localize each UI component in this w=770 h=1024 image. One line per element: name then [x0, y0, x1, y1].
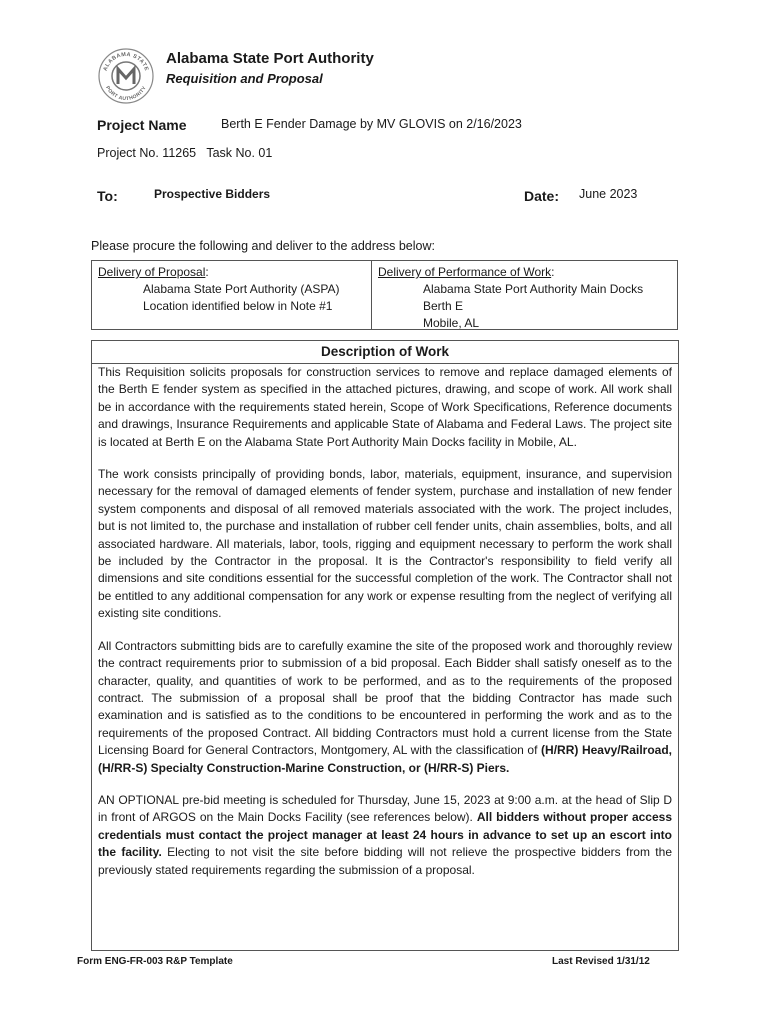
- delivery-of-proposal-line: Location identified below in Note #1: [143, 299, 333, 313]
- svg-text:PORT AUTHORITY: [104, 85, 148, 102]
- description-of-work-heading: Description of Work: [92, 341, 678, 364]
- work-paragraph-3-classification: (H/RR) Heavy/Railroad, (H/RR-S) Specialty Construction-Marine Construction, or (H/RR-S) Piers.: [98, 743, 672, 775]
- delivery-of-performance-line: Mobile, AL: [423, 316, 480, 330]
- delivery-table: [91, 260, 678, 330]
- work-paragraph-4-tail: Electing to not visit the site before bidding will not relieve the prospective bidders from the previously stated requirements regarding the submission of a proposal.: [98, 845, 672, 877]
- seal-bottom-text: PORT AUTHORITY: [104, 85, 148, 103]
- footer-form-id: Form ENG-FR-003 R&P Template: [77, 956, 233, 967]
- seal-top-text: ALABAMA STATE: [102, 51, 150, 72]
- description-of-work-body: [92, 364, 678, 879]
- delivery-of-performance-line: Alabama State Port Authority Main Docks: [423, 282, 644, 296]
- delivery-of-proposal-line: Alabama State Port Authority (ASPA): [143, 282, 340, 296]
- work-paragraph-1: This Requisition solicits proposals for construction services to remove and replace damaged elements of the Berth E fender system as specified in the attached pictures, drawing, and scope of work. All work shall be in accordance with the requirements stated herein, Scope of Work Specifications, Reference documents and drawings, Insurance Requirements and applicable State of Alabama and Federal Laws. The project site is located at Berth E on the Alabama State Port Authority Main Docks facility in Mobile, AL.: [98, 365, 672, 449]
- to-value: Prospective Bidders: [154, 187, 271, 201]
- delivery-of-performance-cell: Delivery of Performance of Work: Alabama State Port Authority Main Docks Berth E Mobile, AL: [372, 261, 677, 329]
- project-name-value: Berth E Fender Damage by MV GLOVIS on 2/16/2023: [221, 117, 522, 131]
- organization-name: Alabama State Port Authority: [166, 50, 374, 67]
- work-paragraph-3-text: All Contractors submitting bids are to carefully examine the site of the proposed work and thoroughly review the contract requirements prior to submission of a bid proposal. Each Bidder shall satisfy oneself as to the character, quality, and quantities of work to be performed, and as to the requirements of the proposed contract. The submission of a proposal shall be proof that the bidding Contractor has made such examination and is satisfied as to the conditions to be encountered in performing the work and as to the requirements of the proposed Contract. All bidding Contractors must hold a current license from the State Licensing Board for General Contractors, Montgomery, AL with the classification of: [98, 638, 672, 758]
- work-paragraph-3: [98, 638, 672, 777]
- port-authority-seal-icon: [97, 47, 155, 105]
- intro-text: Please procure the following and deliver to the address below:: [91, 239, 435, 253]
- date-value: June 2023: [579, 187, 638, 201]
- date-label: Date:: [524, 188, 560, 204]
- work-paragraph-4: [98, 792, 672, 879]
- delivery-of-performance-heading: Delivery of Performance of Work: [378, 265, 552, 279]
- work-paragraph-2: The work consists principally of providing bonds, labor, materials, equipment, insurance, and supervision necessary for the removal of damaged elements of fender system, purchase and installation of new fender system components and disposal of all removed materials associated with the work. The project includes, but is not limited to, the purchase and installation of rubber cell fender units, chain assemblies, bolts, and all associated hardware. All materials, labor, tools, rigging and equipment necessary to perform the work shall be included by the Contractor in the proposal. It is the Contractor's responsibility to field verify all dimensions and site conditions essential for the successful completion of the work. The Contractor shall not be entitled to any additional compensation for any work or expense resulting from the neglect of verifying all existing site conditions.: [98, 467, 672, 621]
- delivery-of-performance-line: Berth E: [423, 299, 464, 313]
- delivery-of-proposal-heading: Delivery of Proposal: [98, 265, 206, 279]
- footer-revised: Last Revised 1/31/12: [552, 956, 650, 967]
- document-type: Requisition and Proposal: [166, 71, 323, 86]
- project-task-numbers: Project No. 11265 Task No. 01: [97, 146, 273, 160]
- to-label: To:: [97, 188, 118, 204]
- work-paragraph-4-text: AN OPTIONAL pre-bid meeting is scheduled for Thursday, June 15, 2023 at 9:00 a.m. at the head of Slip D in front of ARGOS on the Main Docks Facility (see references below).: [98, 792, 672, 825]
- description-of-work-box: [91, 340, 679, 951]
- project-name-label: Project Name: [97, 117, 187, 133]
- work-paragraph-4-bold: All bidders without proper access credentials must contact the project manager at least 24 hours in advance to set up an escort into the facility.: [98, 810, 673, 860]
- delivery-of-proposal-cell: Delivery of Proposal: Alabama State Port Authority (ASPA) Location identified below in Note #1: [92, 261, 372, 329]
